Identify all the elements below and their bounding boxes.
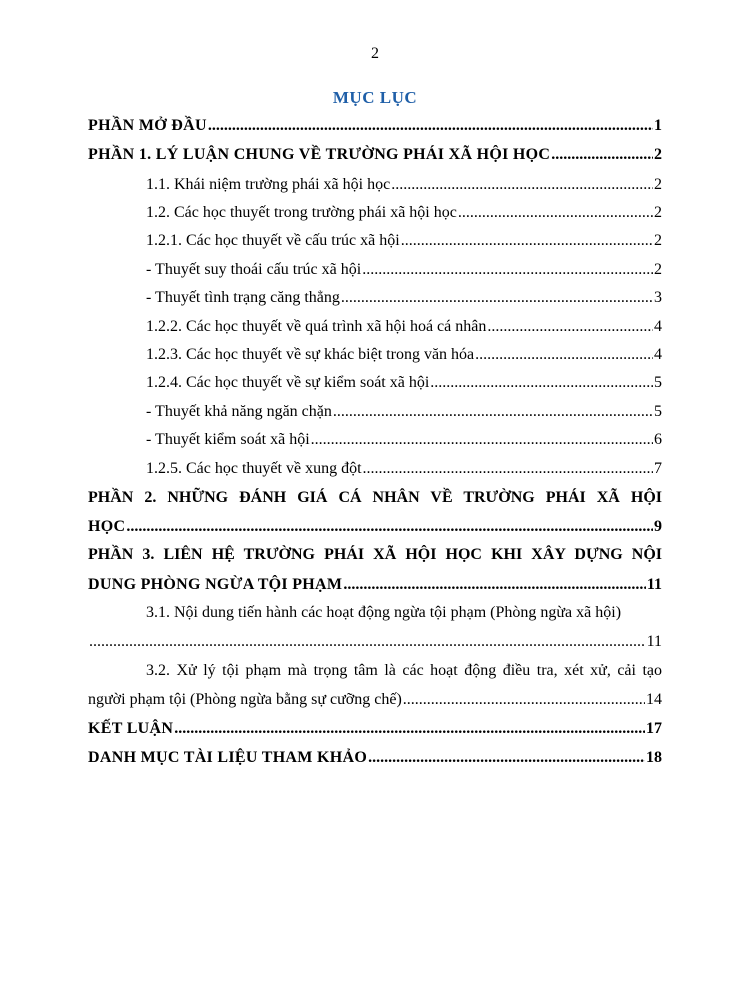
toc-entry-label: KẾT LUẬN [88,720,174,737]
toc-leader [174,720,645,738]
toc-entry-label: PHẦN 1. LÝ LUẬN CHUNG VỀ TRƯỜNG PHÁI XÃ HỘI HỌC [88,146,551,163]
toc-entry-label: 1.2.4. Các học thuyết về sự kiểm soát xã hội [146,374,430,391]
page-number: 2 [371,45,379,62]
toc-entry-label: DUNG PHÒNG NGỪA TỘI PHẠM [88,576,343,593]
toc-entry-1-2-1[interactable] [146,232,662,254]
toc-leader [475,346,653,364]
toc-entry-1-2-2[interactable] [146,318,662,340]
toc-entry-page: 2 [654,232,662,249]
toc-entry-part-2-line-1[interactable]: PHẦN 2. NHỮNG ĐÁNH GIÁ CÁ NHÂN VỀ TRƯỜNG PHÁI XÃ HỘI [88,489,662,506]
toc-entry-label: 1.1. Khái niệm trường phái xã hội học [146,176,391,193]
toc-leader [311,431,653,449]
toc-entry-label: PHẦN MỞ ĐẦU [88,117,207,134]
toc-leader [208,117,653,135]
toc-entry-page: 17 [646,720,662,737]
toc-entry-page: 7 [654,460,662,477]
toc-leader [401,232,653,250]
toc-leader [89,633,646,651]
toc-entry-1-2-4[interactable] [146,374,662,396]
toc-entry-page: 2 [654,261,662,278]
toc-entry-structural-decline[interactable] [146,261,662,283]
toc-entry-intro[interactable] [88,117,662,139]
toc-leader [391,176,653,194]
toc-leader [333,403,653,421]
toc-entry-conclusion[interactable] [88,720,662,742]
toc-entry-page: 11 [646,633,662,650]
toc-entry-1-2-3[interactable] [146,346,662,368]
toc-entry-label: người phạm tội (Phòng ngừa bằng sự cưỡng chế) [88,691,402,708]
toc-entry-page: 11 [646,576,662,593]
toc-entry-page: 1 [654,117,662,134]
toc-entry-3-1-line-1[interactable]: 3.1. Nội dung tiến hành các hoạt động ngừa tội phạm (Phòng ngừa xã hội) [146,604,622,621]
toc-entry-label: 1.2.3. Các học thuyết về sự khác biệt trong văn hóa [146,346,475,363]
toc-leader [341,289,653,307]
toc-entry-label: DANH MỤC TÀI LIỆU THAM KHẢO [88,749,368,766]
toc-entry-strain-theory[interactable] [146,289,662,311]
toc-entry-page: 6 [654,431,662,448]
toc-entry-label: 1.2.5. Các học thuyết về xung đột [146,460,362,477]
toc-entry-page: 14 [646,691,662,708]
toc-entry-label: HỌC [88,518,126,535]
toc-entry-label: - Thuyết tình trạng căng thẳng [146,289,340,306]
toc-entry-3-2-line-2[interactable] [88,691,662,713]
toc-entry-label: 1.2.1. Các học thuyết về cấu trúc xã hội [146,232,400,249]
toc-entry-page: 9 [654,518,662,535]
toc-leader [362,261,653,279]
toc-entry-deterrence-theory[interactable] [146,403,662,425]
toc-leader [458,204,653,222]
toc-entry-label: - Thuyết khả năng ngăn chặn [146,403,332,420]
toc-leader [403,691,645,709]
toc-entry-page: 2 [654,146,662,163]
toc-entry-label: 1.2.2. Các học thuyết về quá trình xã hội hoá cá nhân [146,318,487,335]
toc-entry-page: 2 [654,176,662,193]
toc-entry-part-3-line-2[interactable] [88,576,662,598]
toc-leader [551,146,653,164]
toc-leader [126,518,653,536]
toc-entry-1-2[interactable] [146,204,662,226]
toc-leader [430,374,653,392]
toc-entry-page: 4 [654,318,662,335]
toc-entry-3-2-line-1[interactable]: 3.2. Xử lý tội phạm mà trọng tâm là các hoạt động điều tra, xét xử, cải tạo [146,662,662,679]
toc-entry-3-1-line-2[interactable] [88,633,662,655]
page-title: MỤC LỤC [332,88,418,107]
toc-entry-label: - Thuyết kiểm soát xã hội [146,431,310,448]
toc-entry-social-control-theory[interactable] [146,431,662,453]
toc-entry-part-2-line-2[interactable] [88,518,662,540]
toc-entry-page: 4 [654,346,662,363]
toc-leader [363,460,653,478]
toc-entry-label: - Thuyết suy thoái cấu trúc xã hội [146,261,362,278]
toc-entry-1-2-5[interactable] [146,460,662,482]
toc-entry-part-3-line-1[interactable]: PHẦN 3. LIÊN HỆ TRƯỜNG PHÁI XÃ HỘI HỌC KHI XÂY DỰNG NỘI [88,546,662,563]
toc-entry-page: 5 [654,403,662,420]
toc-entry-1-1[interactable] [146,176,662,198]
toc-entry-page: 2 [654,204,662,221]
toc-entry-page: 3 [654,289,662,306]
toc-leader [368,749,645,767]
toc-entry-part-1[interactable] [88,146,662,168]
toc-entry-label: 1.2. Các học thuyết trong trường phái xã hội học [146,204,457,221]
toc-leader [343,576,646,594]
toc-leader [487,318,653,336]
toc-entry-references[interactable] [88,749,662,771]
toc-entry-page: 5 [654,374,662,391]
toc-entry-page: 18 [646,749,662,766]
